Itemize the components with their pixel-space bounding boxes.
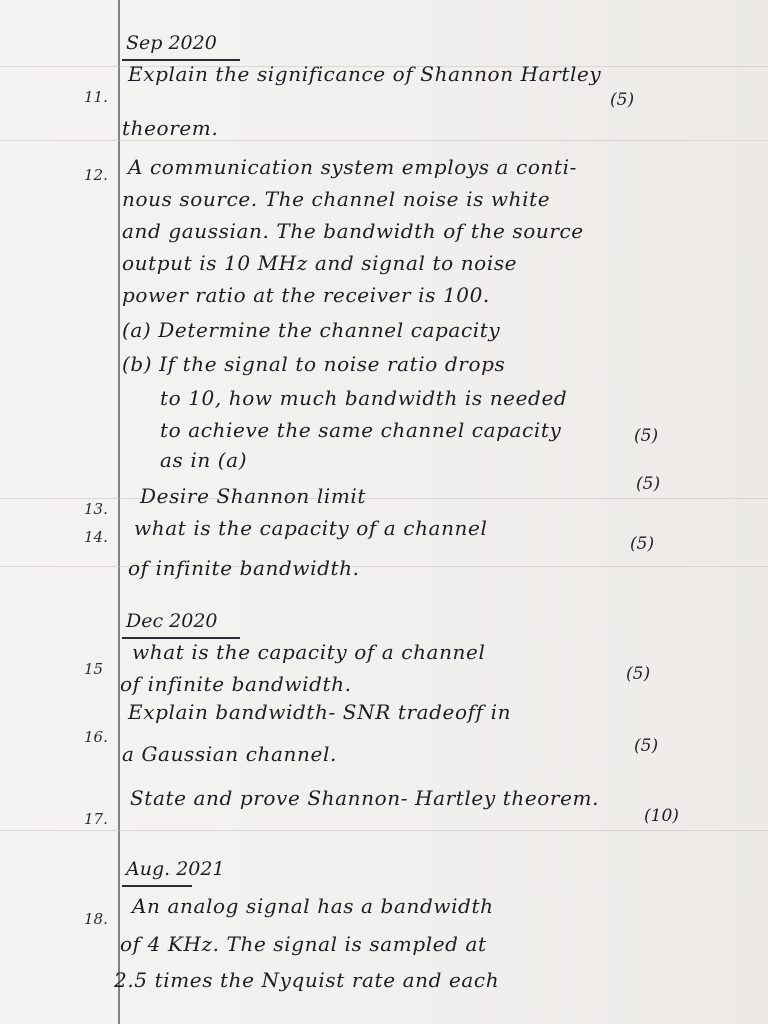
- question-marks: (5): [610, 90, 635, 110]
- question-text-line: of 4 KHz. The signal is sampled at: [120, 932, 487, 956]
- question-text-line: A communication system employs a conti-: [128, 155, 577, 179]
- question-text-line: to 10, how much bandwidth is needed: [160, 386, 568, 410]
- question-text-line: of infinite bandwidth.: [128, 556, 360, 580]
- question-text-line: Explain bandwidth- SNR tradeoff in: [128, 700, 512, 724]
- question-marks: (5): [634, 426, 659, 446]
- ruled-line: [0, 566, 768, 567]
- question-text-line: theorem.: [122, 116, 219, 140]
- question-text-line: 2.5 times the Nyquist rate and each: [114, 968, 500, 992]
- question-text-line: Explain the significance of Shannon Hartley: [128, 62, 602, 86]
- question-text-line: what is the capacity of a channel: [132, 640, 486, 664]
- question-text-line: (a) Determine the channel capacity: [122, 318, 501, 342]
- question-text-line: (b) If the signal to noise ratio drops: [122, 352, 506, 376]
- ruled-line: [0, 830, 768, 831]
- question-text-line: power ratio at the receiver is 100.: [122, 283, 490, 307]
- question-text-line: of infinite bandwidth.: [120, 672, 352, 696]
- section-heading-sep-2020: Sep 2020: [126, 32, 217, 54]
- ruled-line: [0, 140, 768, 141]
- question-number: 16.: [84, 728, 108, 746]
- question-text-line: as in (a): [160, 448, 248, 472]
- question-number: 17.: [84, 810, 108, 828]
- section-heading-dec-2020: Dec 2020: [126, 610, 218, 632]
- question-marks: (5): [630, 534, 655, 554]
- question-number: 13.: [84, 500, 108, 518]
- question-number: 15: [84, 660, 104, 678]
- question-text-line: a Gaussian channel.: [122, 742, 337, 766]
- question-marks: (5): [636, 474, 661, 494]
- question-number: 11.: [84, 88, 108, 106]
- question-marks: (5): [626, 664, 651, 684]
- question-text-line: An analog signal has a bandwidth: [132, 894, 494, 918]
- question-number: 18.: [84, 910, 108, 928]
- question-text-line: State and prove Shannon- Hartley theorem.: [130, 786, 600, 810]
- margin-line: [118, 0, 120, 1024]
- question-text-line: what is the capacity of a channel: [134, 516, 488, 540]
- section-heading-aug-2021: Aug. 2021: [126, 858, 225, 880]
- question-number: 14.: [84, 528, 108, 546]
- question-marks: (5): [634, 736, 659, 756]
- question-text-line: to achieve the same channel capacity: [160, 418, 562, 442]
- question-number: 12.: [84, 166, 108, 184]
- question-text-line: nous source. The channel noise is white: [122, 187, 551, 211]
- question-text-line: output is 10 MHz and signal to noise: [122, 251, 518, 275]
- question-marks: (10): [644, 806, 679, 826]
- question-text-line: and gaussian. The bandwidth of the source: [122, 219, 584, 243]
- ruled-line: [0, 498, 768, 499]
- question-text-line: Desire Shannon limit: [140, 484, 367, 508]
